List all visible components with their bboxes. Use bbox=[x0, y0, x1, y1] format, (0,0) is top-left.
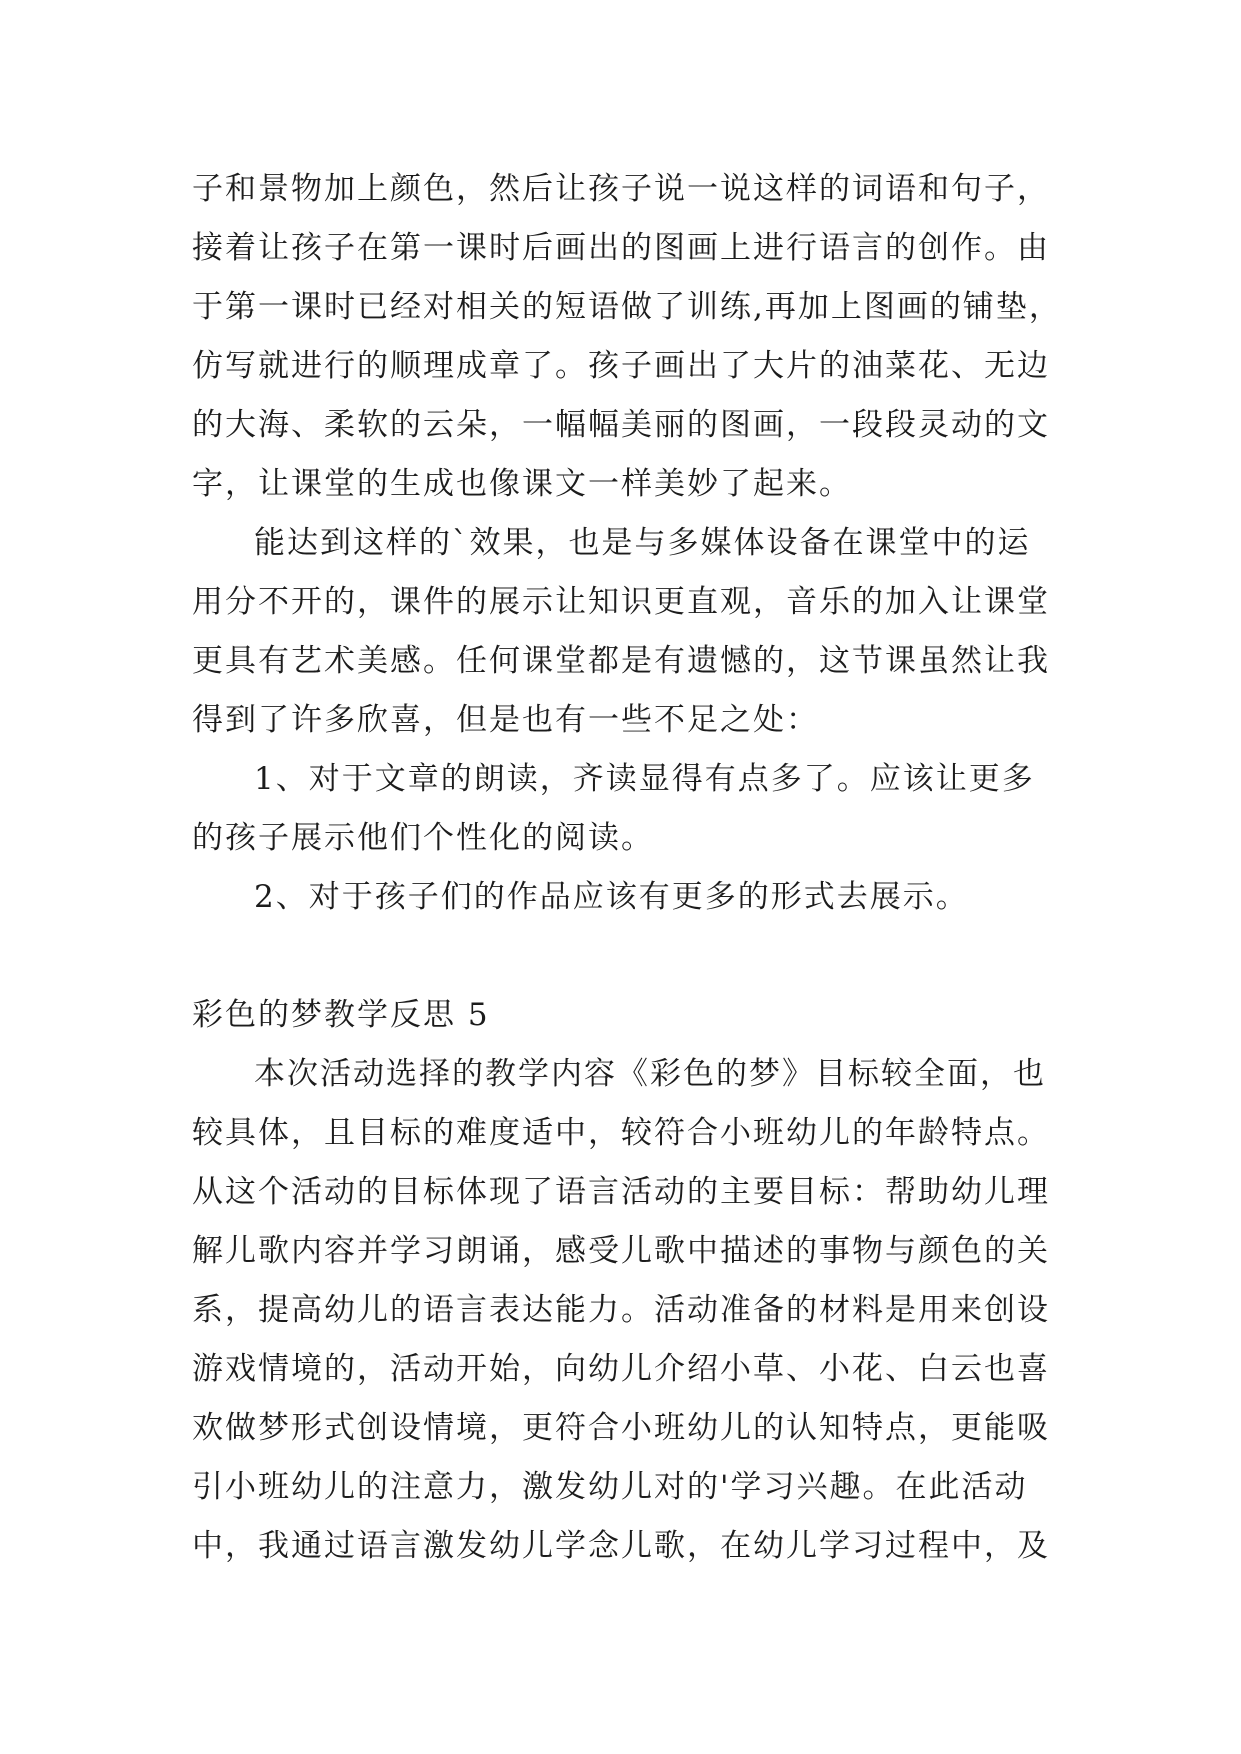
text-line: 的大海、柔软的云朵，一幅幅美丽的图画，一段段灵动的文 bbox=[192, 407, 1050, 443]
list-item-1 bbox=[192, 750, 1082, 868]
document-body bbox=[192, 160, 1082, 1576]
text-line: 更具有艺术美感。任何课堂都是有遗憾的，这节课虽然让我 bbox=[192, 643, 1050, 679]
text-line: 欢做梦形式创设情境，更符合小班幼儿的认知特点，更能吸 bbox=[192, 1410, 1050, 1446]
list-item-2 bbox=[192, 868, 1082, 927]
paragraph-reflection bbox=[192, 1045, 1082, 1576]
text-line: 2、对于孩子们的作品应该有更多的形式去展示。 bbox=[254, 879, 969, 915]
text-line: 引小班幼儿的注意力，激发幼儿对的'学习兴趣。在此活动 bbox=[192, 1469, 1028, 1505]
text-line: 子和景物加上颜色，然后让孩子说一说这样的词语和句子， bbox=[192, 171, 1050, 207]
text-line: 仿写就进行的顺理成章了。孩子画出了大片的油菜花、无边 bbox=[192, 348, 1050, 384]
section-heading: 彩色的梦教学反思 5 bbox=[192, 997, 490, 1033]
text-line: 解儿歌内容并学习朗诵，感受儿歌中描述的事物与颜色的关 bbox=[192, 1233, 1050, 1269]
text-line: 用分不开的，课件的展示让知识更直观，音乐的加入让课堂 bbox=[192, 584, 1050, 620]
text-line: 中，我通过语言激发幼儿学念儿歌，在幼儿学习过程中，及 bbox=[192, 1528, 1050, 1564]
text-line: 从这个活动的目标体现了语言活动的主要目标：帮助幼儿理 bbox=[192, 1174, 1050, 1210]
text-line: 字，让课堂的生成也像课文一样美妙了起来。 bbox=[192, 466, 852, 502]
text-line: 于第一课时已经对相关的短语做了训练,再加上图画的铺垫， bbox=[192, 289, 1062, 325]
text-line: 接着让孩子在第一课时后画出的图画上进行语言的创作。由 bbox=[192, 230, 1050, 266]
text-line: 游戏情境的，活动开始，向幼儿介绍小草、小花、白云也喜 bbox=[192, 1351, 1050, 1387]
paragraph-effect bbox=[192, 514, 1082, 750]
text-line: 1、对于文章的朗读，齐读显得有点多了。应该让更多 bbox=[254, 761, 1035, 797]
text-line: 得到了许多欣喜，但是也有一些不足之处： bbox=[192, 702, 819, 738]
text-line: 系，提高幼儿的语言表达能力。活动准备的材料是用来创设 bbox=[192, 1292, 1050, 1328]
section-gap bbox=[192, 927, 1082, 986]
paragraph-continuation bbox=[192, 160, 1082, 514]
text-line: 能达到这样的`效果，也是与多媒体设备在课堂中的运 bbox=[254, 525, 1031, 561]
text-line: 的孩子展示他们个性化的阅读。 bbox=[192, 820, 654, 856]
text-line: 本次活动选择的教学内容《彩色的梦》目标较全面，也 bbox=[254, 1056, 1046, 1092]
text-line: 较具体，且目标的难度适中，较符合小班幼儿的年龄特点。 bbox=[192, 1115, 1050, 1151]
